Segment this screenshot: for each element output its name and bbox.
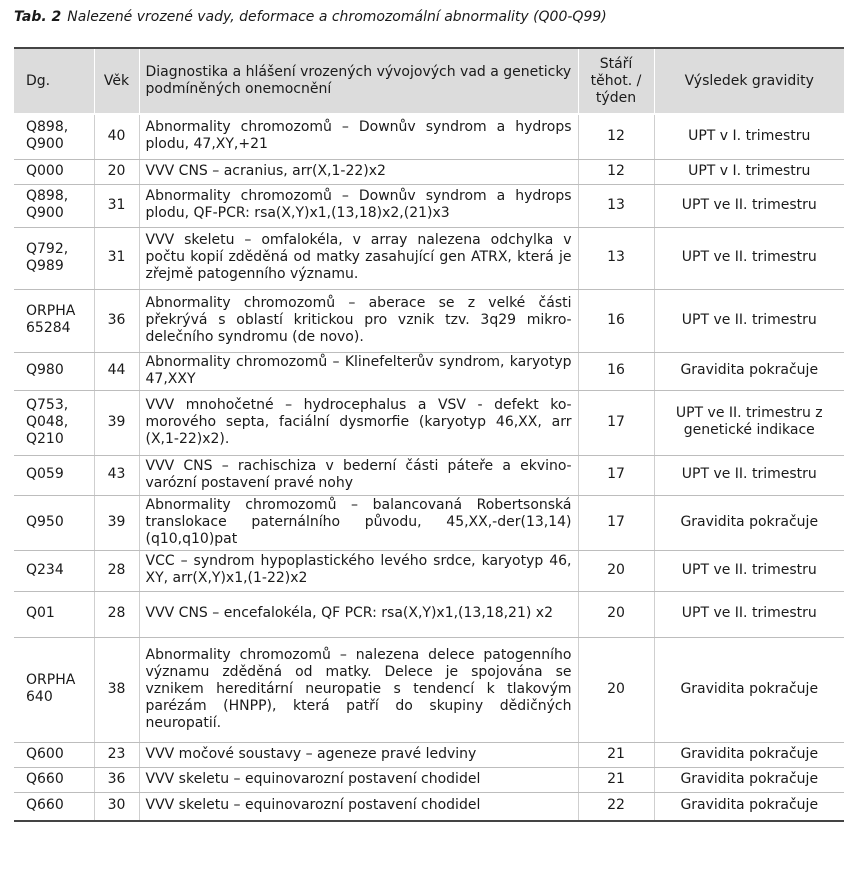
cell-age: 28 bbox=[94, 591, 139, 637]
cell-result: UPT ve II. trimestru bbox=[654, 184, 844, 227]
cell-result: Gravidita pokračuje bbox=[654, 742, 844, 767]
table-row bbox=[14, 227, 844, 289]
cell-diagnosis: VVV skeletu – omfalokéla, v array nalezena odchylka v počtu kopií zděděná od matky zasahující gen ATRX, která je zřejmě patogenního významu. bbox=[139, 227, 578, 289]
column-header-result: Výsledek gravidity bbox=[654, 48, 844, 114]
cell-result: Gravidita pokračuje bbox=[654, 637, 844, 742]
column-header-dg: Dg. bbox=[14, 48, 94, 114]
cell-diagnosis: VVV CNS – encefalokéla, QF PCR: rsa(X,Y)x1,(13,18,21) x2 bbox=[139, 591, 578, 637]
table-row bbox=[14, 184, 844, 227]
cell-diagnosis: VCC – syndrom hypoplastického levého srdce, karyotyp 46, XY, arr(X,Y)x1,(1-22)x2 bbox=[139, 550, 578, 591]
cell-age: 40 bbox=[94, 114, 139, 159]
cell-result: Gravidita pokračuje bbox=[654, 495, 844, 550]
cell-result: UPT ve II. trimestru bbox=[654, 550, 844, 591]
cell-result: Gravidita pokračuje bbox=[654, 352, 844, 390]
cell-week: 13 bbox=[578, 184, 654, 227]
cell-week: 16 bbox=[578, 289, 654, 352]
cell-age: 44 bbox=[94, 352, 139, 390]
table-row bbox=[14, 637, 844, 742]
table-row bbox=[14, 352, 844, 390]
cell-result: UPT ve II. trimestru bbox=[654, 227, 844, 289]
cell-week: 20 bbox=[578, 550, 654, 591]
cell-age: 31 bbox=[94, 184, 139, 227]
anomalies-table bbox=[14, 47, 844, 822]
table-row bbox=[14, 495, 844, 550]
cell-week: 17 bbox=[578, 495, 654, 550]
cell-dg: Q234 bbox=[14, 550, 94, 591]
table-row bbox=[14, 792, 844, 821]
cell-diagnosis: Abnormality chromozomů – nalezena delece patogenního významu zděděná od matky. Delece je spojována se vznikem hereditární neuropatie s tendencí k tlakovým parézám (HNPP), která patří do skupiny dědičných neuropatií. bbox=[139, 637, 578, 742]
cell-diagnosis: VVV skeletu – equinovarozní postavení chodidel bbox=[139, 767, 578, 792]
table-row bbox=[14, 767, 844, 792]
cell-result: Gravidita pokračuje bbox=[654, 792, 844, 821]
cell-age: 36 bbox=[94, 289, 139, 352]
cell-diagnosis: VVV mnohočetné – hydrocephalus a VSV - defekt komorového septa, faciální dysmorfie (karyotyp 46,XX, arr (X,1-22)x2). bbox=[139, 390, 578, 455]
cell-diagnosis: Abnormality chromozomů – Downův syndrom a hydrops plodu, QF-PCR: rsa(X,Y)x1,(13,18)x2,(21)x3 bbox=[139, 184, 578, 227]
cell-result: UPT ve II. trimestru bbox=[654, 289, 844, 352]
cell-result: Gravidita pokračuje bbox=[654, 767, 844, 792]
cell-dg: Q980 bbox=[14, 352, 94, 390]
cell-dg: Q660 bbox=[14, 792, 94, 821]
cell-diagnosis: Abnormality chromozomů – Downův syndrom a hydrops plodu, 47,XY,+21 bbox=[139, 114, 578, 159]
table-row bbox=[14, 159, 844, 184]
cell-dg: Q01 bbox=[14, 591, 94, 637]
cell-week: 13 bbox=[578, 227, 654, 289]
cell-result: UPT v I. trimestru bbox=[654, 114, 844, 159]
table-row bbox=[14, 390, 844, 455]
cell-week: 20 bbox=[578, 591, 654, 637]
cell-week: 21 bbox=[578, 767, 654, 792]
column-header-age: Věk bbox=[94, 48, 139, 114]
cell-age: 39 bbox=[94, 495, 139, 550]
cell-week: 17 bbox=[578, 390, 654, 455]
cell-dg: Q792, Q989 bbox=[14, 227, 94, 289]
cell-age: 20 bbox=[94, 159, 139, 184]
cell-diagnosis: VVV CNS – rachischiza v bederní části páteře a ekvinovarózní postavení pravé nohy bbox=[139, 455, 578, 495]
cell-age: 31 bbox=[94, 227, 139, 289]
cell-dg: ORPHA 640 bbox=[14, 637, 94, 742]
cell-dg: Q600 bbox=[14, 742, 94, 767]
cell-diagnosis: Abnormality chromozomů – aberace se z velké části překrývá s oblastí kritickou pro vznik tzv. 3q29 mikrodelečního syndromu (de novo). bbox=[139, 289, 578, 352]
cell-diagnosis: Abnormality chromozomů – Klinefelterův syndrom, karyotyp 47,XXY bbox=[139, 352, 578, 390]
cell-diagnosis: VVV močové soustavy – ageneze pravé ledviny bbox=[139, 742, 578, 767]
cell-dg: Q898, Q900 bbox=[14, 184, 94, 227]
table-row bbox=[14, 591, 844, 637]
table-row bbox=[14, 289, 844, 352]
cell-diagnosis: VVV CNS – acranius, arr(X,1-22)x2 bbox=[139, 159, 578, 184]
table-number: Tab. 2 bbox=[14, 9, 62, 25]
cell-week: 12 bbox=[578, 114, 654, 159]
cell-week: 21 bbox=[578, 742, 654, 767]
table-header-row bbox=[14, 48, 844, 114]
cell-result: UPT ve II. trimestru z genetické indikace bbox=[654, 390, 844, 455]
table-body bbox=[14, 114, 844, 821]
cell-week: 16 bbox=[578, 352, 654, 390]
table-row bbox=[14, 550, 844, 591]
cell-age: 43 bbox=[94, 455, 139, 495]
cell-result: UPT ve II. trimestru bbox=[654, 455, 844, 495]
cell-age: 36 bbox=[94, 767, 139, 792]
cell-result: UPT ve II. trimestru bbox=[654, 591, 844, 637]
cell-result: UPT v I. trimestru bbox=[654, 159, 844, 184]
cell-dg: Q059 bbox=[14, 455, 94, 495]
cell-dg: Q000 bbox=[14, 159, 94, 184]
cell-age: 23 bbox=[94, 742, 139, 767]
cell-diagnosis: VVV skeletu – equinovarozní postavení chodidel bbox=[139, 792, 578, 821]
cell-week: 20 bbox=[578, 637, 654, 742]
table-row bbox=[14, 114, 844, 159]
table-row bbox=[14, 455, 844, 495]
table-title: Nalezené vrozené vady, deformace a chromozomální abnormality (Q00-Q99) bbox=[67, 9, 607, 25]
column-header-week: Stáří těhot. / týden bbox=[578, 48, 654, 114]
cell-diagnosis: Abnormality chromozomů – balancovaná Robertsonská translokace paternálního původu, 45,XX,-der(13,14)(q10,q10)pat bbox=[139, 495, 578, 550]
cell-week: 12 bbox=[578, 159, 654, 184]
column-header-diagnosis: Diagnostika a hlášení vrozených vývojových vad a geneticky podmíněných onemocnění bbox=[139, 48, 578, 114]
cell-week: 17 bbox=[578, 455, 654, 495]
table-row bbox=[14, 742, 844, 767]
cell-dg: Q898, Q900 bbox=[14, 114, 94, 159]
cell-dg: Q950 bbox=[14, 495, 94, 550]
cell-dg: Q660 bbox=[14, 767, 94, 792]
cell-age: 30 bbox=[94, 792, 139, 821]
cell-dg: Q753, Q048, Q210 bbox=[14, 390, 94, 455]
cell-age: 28 bbox=[94, 550, 139, 591]
cell-dg: ORPHA 65284 bbox=[14, 289, 94, 352]
cell-age: 38 bbox=[94, 637, 139, 742]
table-caption bbox=[14, 9, 607, 25]
cell-age: 39 bbox=[94, 390, 139, 455]
cell-week: 22 bbox=[578, 792, 654, 821]
